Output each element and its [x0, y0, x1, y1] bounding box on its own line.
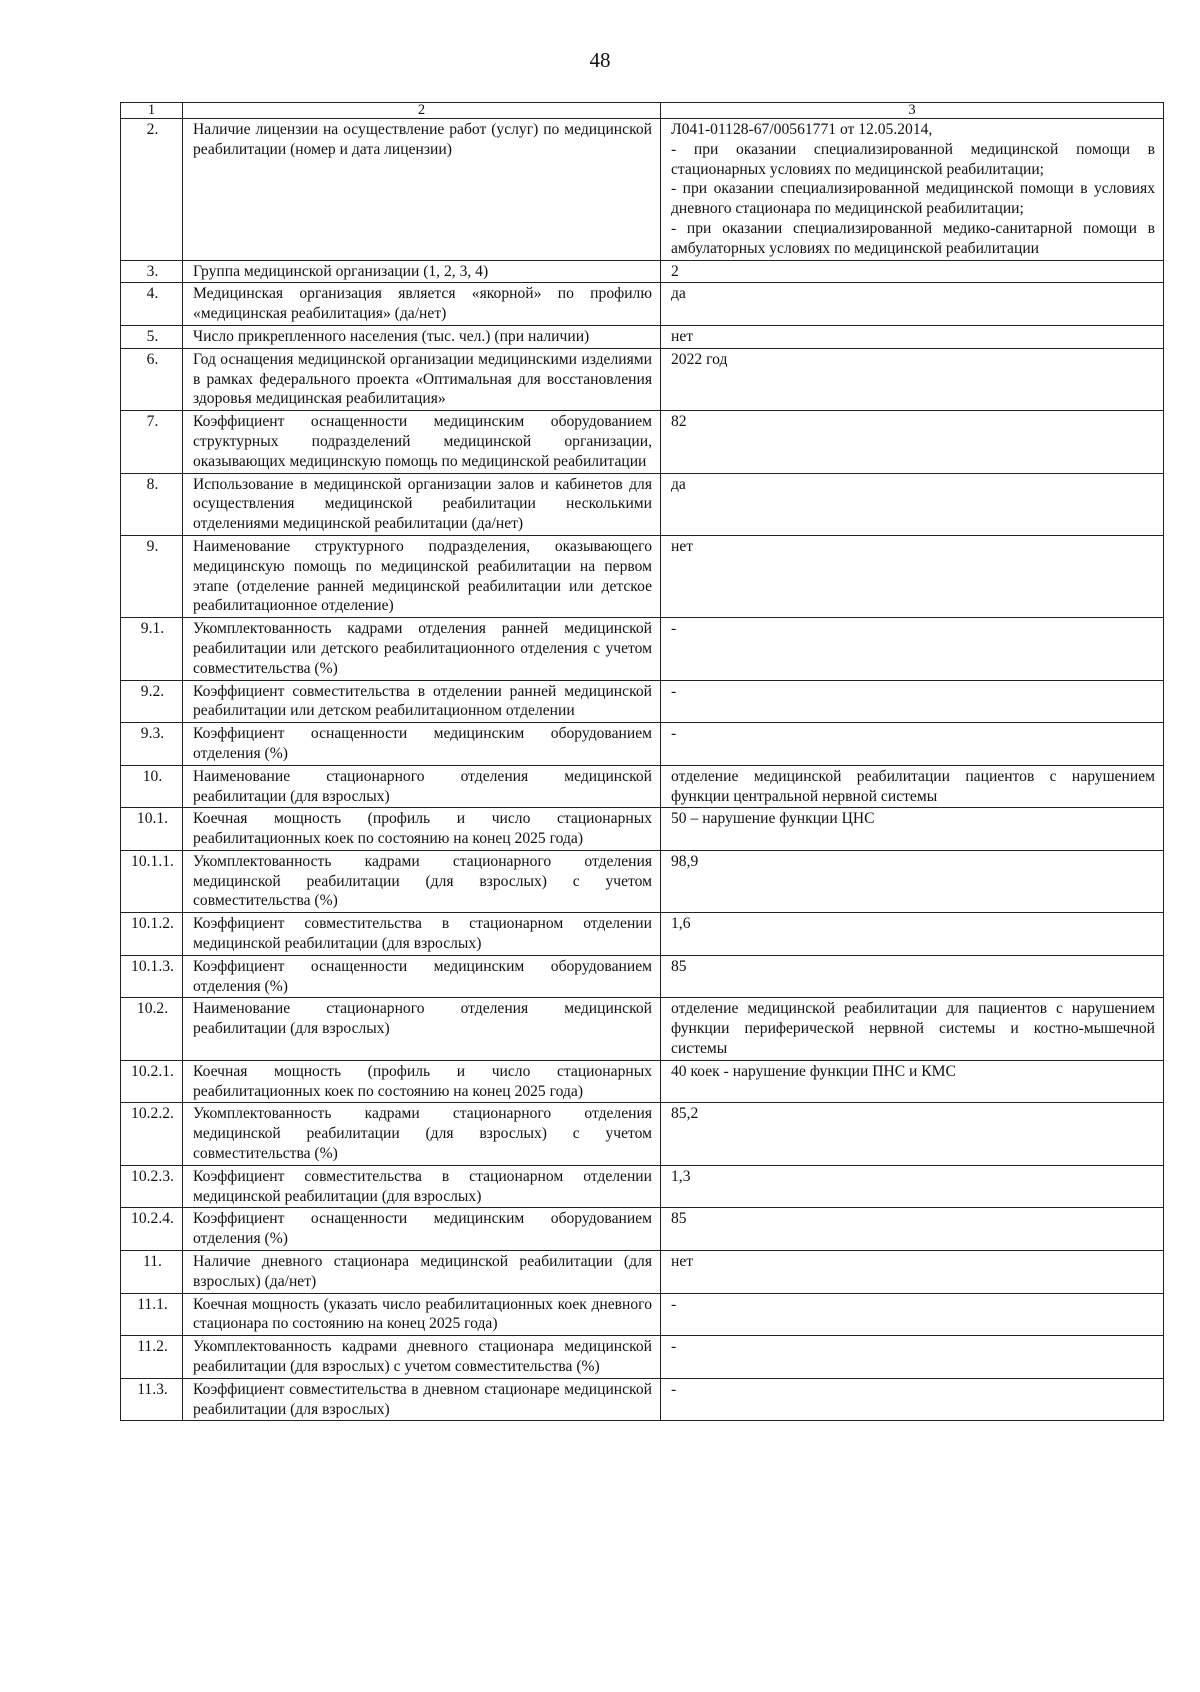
value-line: -: [671, 1380, 677, 1398]
column-header-2: 2: [183, 103, 661, 119]
table-row: [121, 1208, 1164, 1251]
value-line: 82: [671, 413, 687, 431]
value-line: -: [671, 1338, 677, 1356]
indicator-value: [661, 850, 1164, 912]
indicator-description: Наличие лицензии на осуществление работ (услуг) по медицинской реабилитации (номер и дата лицензии): [183, 119, 661, 261]
indicator-value: [661, 1293, 1164, 1336]
indicator-description: Коэффициент оснащенности медицинским оборудованием отделения (%): [183, 1208, 661, 1251]
row-number: 11.2.: [121, 1336, 183, 1379]
value-line: -: [671, 1295, 677, 1313]
value-line: Л041-01128-67/00561771 от 12.05.2014,: [671, 121, 933, 138]
row-number: 7.: [121, 411, 183, 473]
indicator-description: Коэффициент оснащенности медицинским оборудованием отделения (%): [183, 723, 661, 766]
table-row: [121, 998, 1164, 1060]
row-number: 2.: [121, 119, 183, 261]
value-line: отделение медицинской реабилитации пациентов с нарушением функции центральной нервной системы: [671, 767, 1155, 805]
indicator-description: Группа медицинской организации (1, 2, 3, 4): [183, 260, 661, 283]
column-header-1: 1: [121, 103, 183, 119]
table-row: [121, 808, 1164, 851]
indicator-value: [661, 680, 1164, 723]
indicator-description: Коэффициент оснащенности медицинским оборудованием отделения (%): [183, 955, 661, 998]
table-row: [121, 955, 1164, 998]
value-line: - при оказании специализированной медико-санитарной помощи в амбулаторных условиях по медицинской реабилитации: [671, 219, 1155, 257]
row-number: 10.2.: [121, 998, 183, 1060]
indicator-value: [661, 535, 1164, 617]
value-line: да: [671, 475, 686, 493]
indicator-value: [661, 473, 1164, 535]
indicator-description: Коэффициент совместительства в стационарном отделении медицинской реабилитации (для взрослых): [183, 1165, 661, 1208]
indicator-value: [661, 1336, 1164, 1379]
table-row: [121, 348, 1164, 410]
indicator-value: [661, 1208, 1164, 1251]
table-body: [121, 103, 1164, 1421]
value-line: -: [671, 682, 677, 700]
indicator-value: [661, 808, 1164, 851]
indicator-description: Наименование структурного подразделения, оказывающего медицинскую помощь по медицинской реабилитации на первом этапе (отделение ранней медицинской реабилитации или детское реабилитационное отделение): [183, 535, 661, 617]
row-number: 11.1.: [121, 1293, 183, 1336]
indicator-description: Наличие дневного стационара медицинской реабилитации (для взрослых) (да/нет): [183, 1251, 661, 1294]
table-row: [121, 473, 1164, 535]
indicator-value: [661, 913, 1164, 956]
value-line: нет: [671, 327, 694, 345]
value-line: -: [671, 620, 677, 638]
indicator-description: Коэффициент совместительства в дневном стационаре медицинской реабилитации (для взрослых): [183, 1378, 661, 1421]
table-header-row: [121, 103, 1164, 119]
value-line: 85: [671, 1210, 687, 1228]
indicator-value: [661, 1251, 1164, 1294]
row-number: 3.: [121, 260, 183, 283]
row-number: 10.1.1.: [121, 850, 183, 912]
indicator-value: [661, 348, 1164, 410]
column-header-3: 3: [661, 103, 1164, 119]
indicator-description: Коечная мощность (указать число реабилитационных коек дневного стационара по состоянию на конец 2025 года): [183, 1293, 661, 1336]
table-row: [121, 1293, 1164, 1336]
table-row: [121, 260, 1164, 283]
indicator-description: Укомплектованность кадрами дневного стационара медицинской реабилитации (для взрослых) с учетом совместительства (%): [183, 1336, 661, 1379]
table-row: [121, 913, 1164, 956]
indicator-value: [661, 260, 1164, 283]
indicator-value: [661, 765, 1164, 808]
value-line: 85,2: [671, 1105, 699, 1123]
value-line: -: [671, 725, 677, 743]
row-number: 9.: [121, 535, 183, 617]
indicator-description: Укомплектованность кадрами отделения ранней медицинской реабилитации или детского реабилитационного отделения с учетом совместительства (%): [183, 618, 661, 680]
indicator-description: Медицинская организация является «якорной» по профилю «медицинская реабилитация» (да/нет): [183, 283, 661, 326]
row-number: 9.2.: [121, 680, 183, 723]
table-row: [121, 283, 1164, 326]
table-row: [121, 325, 1164, 348]
value-line: 1,3: [671, 1167, 691, 1185]
value-line: нет: [671, 537, 694, 555]
value-line: 1,6: [671, 915, 691, 933]
indicator-value: [661, 1060, 1164, 1103]
value-line: 50 – нарушение функции ЦНС: [671, 810, 875, 828]
indicator-description: Коечная мощность (профиль и число стационарных реабилитационных коек по состоянию на конец 2025 года): [183, 808, 661, 851]
value-line: 2: [671, 262, 679, 280]
value-line: нет: [671, 1253, 694, 1271]
table-row: [121, 618, 1164, 680]
indicator-value: [661, 1103, 1164, 1165]
value-line: да: [671, 285, 686, 303]
value-line: отделение медицинской реабилитации для пациентов с нарушением функции периферической нервной системы и костно-мышечной системы: [671, 1000, 1155, 1058]
row-number: 10.2.3.: [121, 1165, 183, 1208]
indicator-description: Наименование стационарного отделения медицинской реабилитации (для взрослых): [183, 765, 661, 808]
row-number: 4.: [121, 283, 183, 326]
value-line: 40 коек - нарушение функции ПНС и КМС: [671, 1062, 956, 1080]
row-number: 6.: [121, 348, 183, 410]
row-number: 10.2.4.: [121, 1208, 183, 1251]
indicator-description: Укомплектованность кадрами стационарного отделения медицинской реабилитации (для взрослых) с учетом совместительства (%): [183, 1103, 661, 1165]
table-row: [121, 1103, 1164, 1165]
table-row: [121, 1060, 1164, 1103]
table-row: [121, 680, 1164, 723]
value-line: - при оказании специализированной медицинской помощи в условиях дневного стационара по медицинской реабилитации;: [671, 180, 1155, 218]
indicator-description: Коечная мощность (профиль и число стационарных реабилитационных коек по состоянию на конец 2025 года): [183, 1060, 661, 1103]
table-row: [121, 1251, 1164, 1294]
indicator-description: Коэффициент оснащенности медицинским оборудованием структурных подразделений медицинской организации, оказывающих медицинскую помощь по медицинской реабилитации: [183, 411, 661, 473]
table-row: [121, 535, 1164, 617]
row-number: 10.2.2.: [121, 1103, 183, 1165]
row-number: 10.2.1.: [121, 1060, 183, 1103]
table-row: [121, 119, 1164, 261]
value-line: - при оказании специализированной медицинской помощи в стационарных условиях по медицинской реабилитации;: [671, 140, 1155, 178]
table-row: [121, 1336, 1164, 1379]
indicator-description: Укомплектованность кадрами стационарного отделения медицинской реабилитации (для взрослых) с учетом совместительства (%): [183, 850, 661, 912]
row-number: 11.3.: [121, 1378, 183, 1421]
value-line: 98,9: [671, 852, 699, 870]
row-number: 8.: [121, 473, 183, 535]
indicator-value: [661, 325, 1164, 348]
indicator-value: [661, 618, 1164, 680]
row-number: 10.: [121, 765, 183, 808]
row-number: 10.1.2.: [121, 913, 183, 956]
indicator-description: Наименование стационарного отделения медицинской реабилитации (для взрослых): [183, 998, 661, 1060]
rehabilitation-data-table: [120, 102, 1164, 1421]
indicator-value: [661, 955, 1164, 998]
indicator-value: [661, 411, 1164, 473]
row-number: 5.: [121, 325, 183, 348]
indicator-value: [661, 119, 1164, 261]
row-number: 9.1.: [121, 618, 183, 680]
table-row: [121, 850, 1164, 912]
indicator-description: Год оснащения медицинской организации медицинскими изделиями в рамках федерального проекта «Оптимальная для восстановления здоровья медицинская реабилитация»: [183, 348, 661, 410]
indicator-description: Коэффициент совместительства в стационарном отделении медицинской реабилитации (для взрослых): [183, 913, 661, 956]
table-row: [121, 765, 1164, 808]
table-row: [121, 1165, 1164, 1208]
row-number: 10.1.3.: [121, 955, 183, 998]
indicator-value: [661, 723, 1164, 766]
value-line: 2022 год: [671, 350, 728, 368]
indicator-value: [661, 1165, 1164, 1208]
indicator-description: Использование в медицинской организации залов и кабинетов для осуществления медицинской реабилитации несколькими отделениями медицинской реабилитации (да/нет): [183, 473, 661, 535]
row-number: 10.1.: [121, 808, 183, 851]
indicator-description: Число прикрепленного населения (тыс. чел.) (при наличии): [183, 325, 661, 348]
indicator-value: [661, 1378, 1164, 1421]
indicator-value: [661, 998, 1164, 1060]
indicator-value: [661, 283, 1164, 326]
table-row: [121, 411, 1164, 473]
page-number: 48: [589, 48, 611, 72]
table-row: [121, 723, 1164, 766]
row-number: 11.: [121, 1251, 183, 1294]
indicator-description: Коэффициент совместительства в отделении ранней медицинской реабилитации или детском реабилитационном отделении: [183, 680, 661, 723]
value-line: 85: [671, 957, 687, 975]
table-row: [121, 1378, 1164, 1421]
row-number: 9.3.: [121, 723, 183, 766]
